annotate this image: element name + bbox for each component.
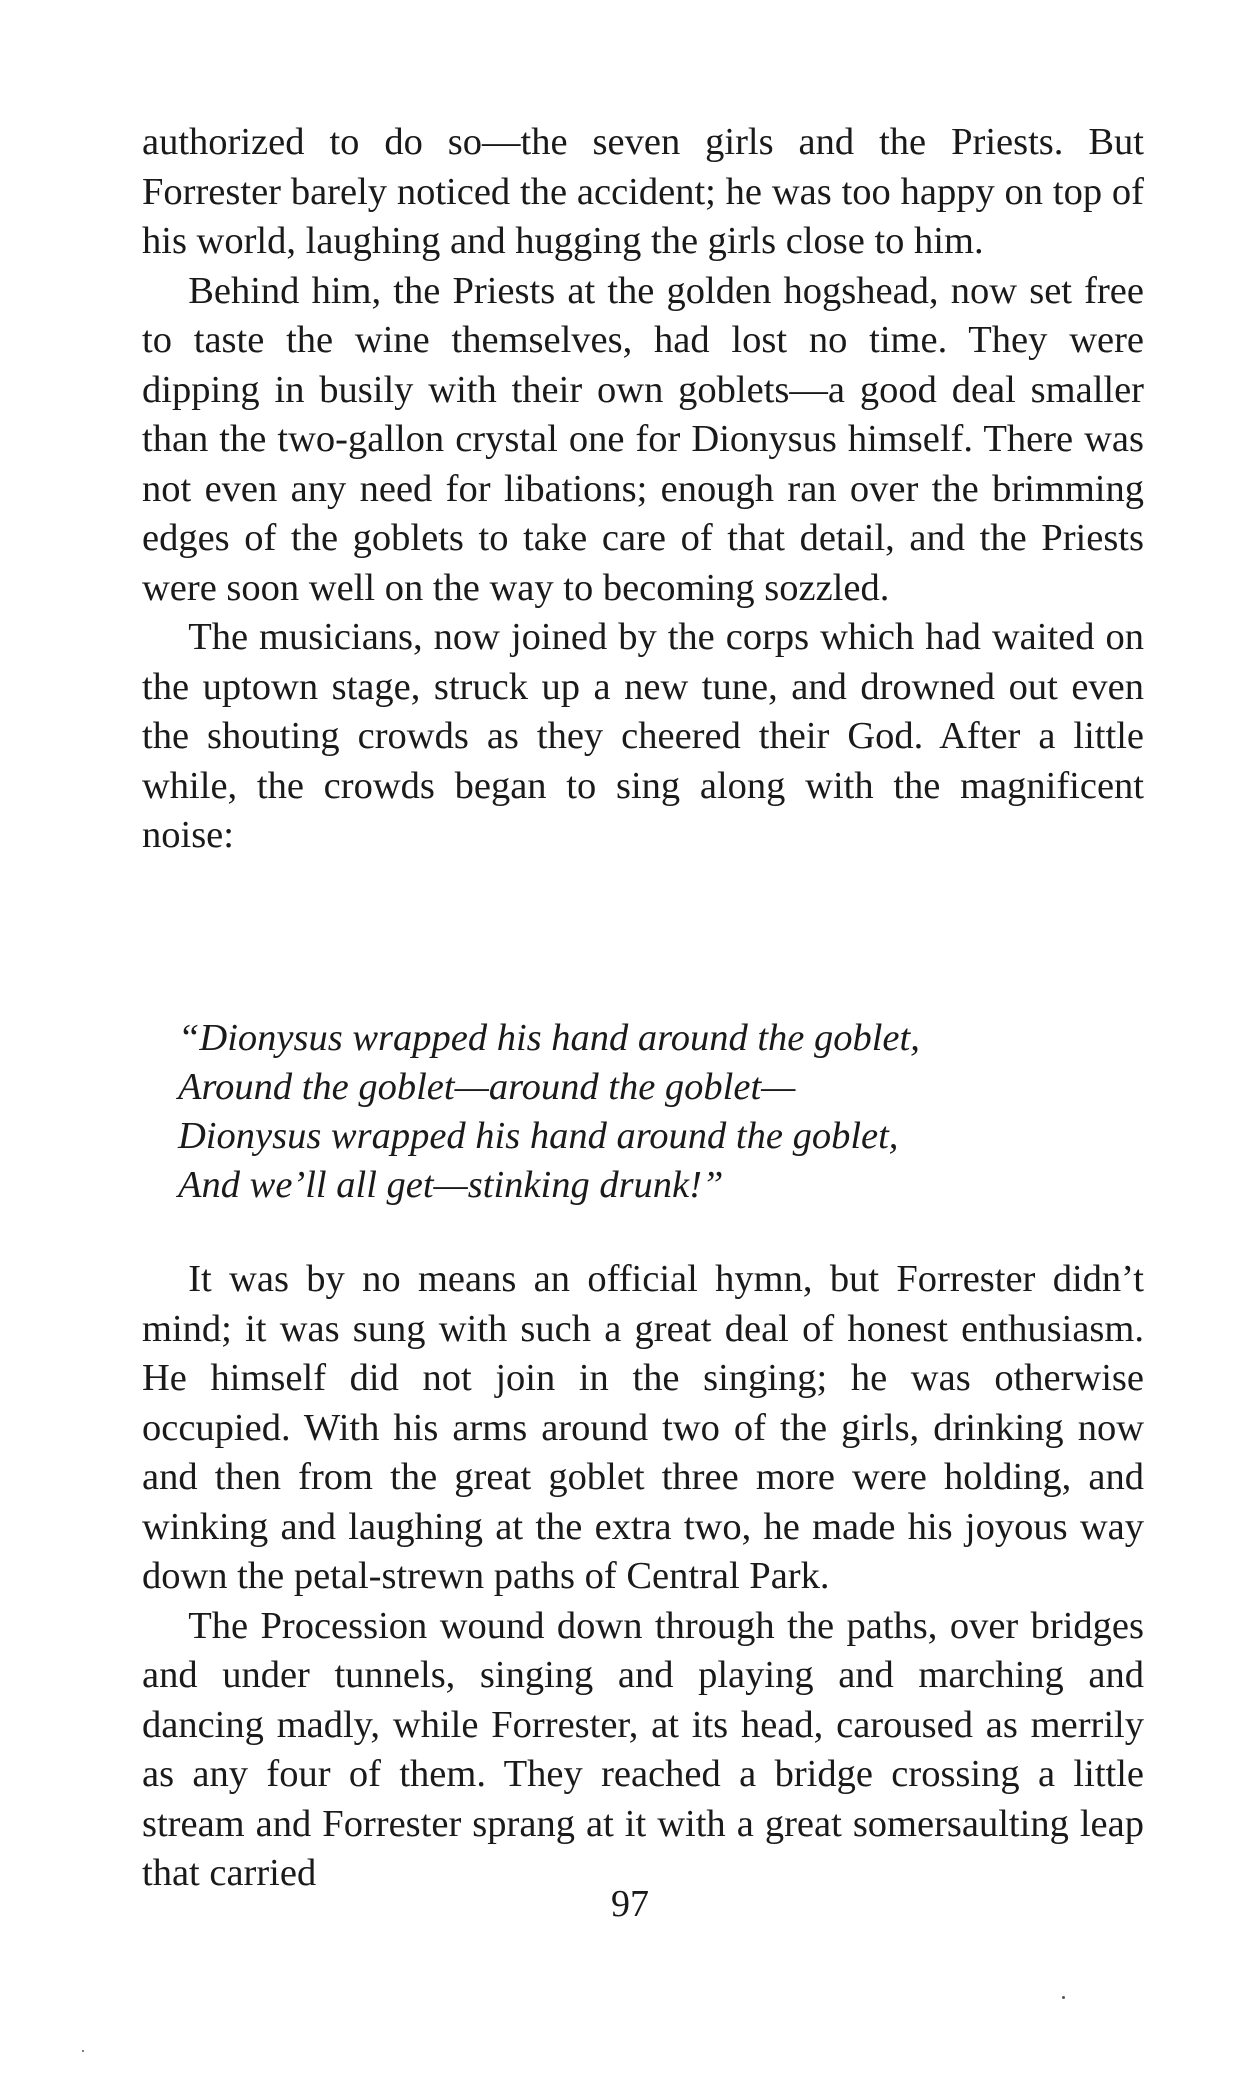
scan-speck <box>82 2050 84 2052</box>
paragraph-1: authorized to do so—the seven girls and the Priests. But Forrester barely noticed the accident; he was too happy on top of his world, laughing and hugging the girls close to him. <box>142 121 1144 262</box>
paragraph-4: It was by no means an official hymn, but Forrester didn’t mind; it was sung with such a great deal of honest enthusiasm. He himself did not join in the singing; he was otherwise occupied. With his arms around two of the girls, drinking now and then from the great goblet three more were holding, and winking and laughing at the extra two, he made his joyous way down the petal-strewn paths of Central Park. <box>142 1258 1144 1597</box>
paragraph-5: The Procession wound down through the paths, over bridges and under tunnels, singing and playing and marching and dancing madly, while Forrester, at its head, caroused as merrily as any four of them. They reached a bridge crossing a little stream and Forrester sprang at it with a great somersaulting leap that carried <box>142 1604 1144 1894</box>
text-block-bottom <box>142 1255 1144 1899</box>
text-block-top <box>142 118 1144 861</box>
verse-line-3: Dionysus wrapped his hand around the goblet, <box>178 1115 899 1157</box>
verse-line-4: And we’ll all get—stinking drunk!” <box>178 1164 724 1206</box>
page-number: 97 <box>611 1883 649 1925</box>
verse-line-1: “Dionysus wrapped his hand around the goblet, <box>178 1017 920 1059</box>
paragraph-2: Behind him, the Priests at the golden hogshead, now set free to taste the wine themselves, had lost no time. They were dipping in busily with their own goblets—a good deal smaller than the two-gallon crystal one for Dionysus himself. There was not even any need for libations; enough ran over the brimming edges of the goblets to take care of that detail, and the Priests were soon well on the way to becoming sozzled. <box>142 269 1144 609</box>
song-verse <box>178 1014 1078 1210</box>
verse-line-2: Around the goblet—around the goblet— <box>178 1066 796 1108</box>
scan-speck <box>1062 1996 1065 1999</box>
paragraph-3: The musicians, now joined by the corps which had waited on the uptown stage, struck up a new tune, and drowned out even the shouting crowds as they cheered their God. After a little while, the crowds began to sing along with the magnificent noise: <box>142 616 1144 856</box>
